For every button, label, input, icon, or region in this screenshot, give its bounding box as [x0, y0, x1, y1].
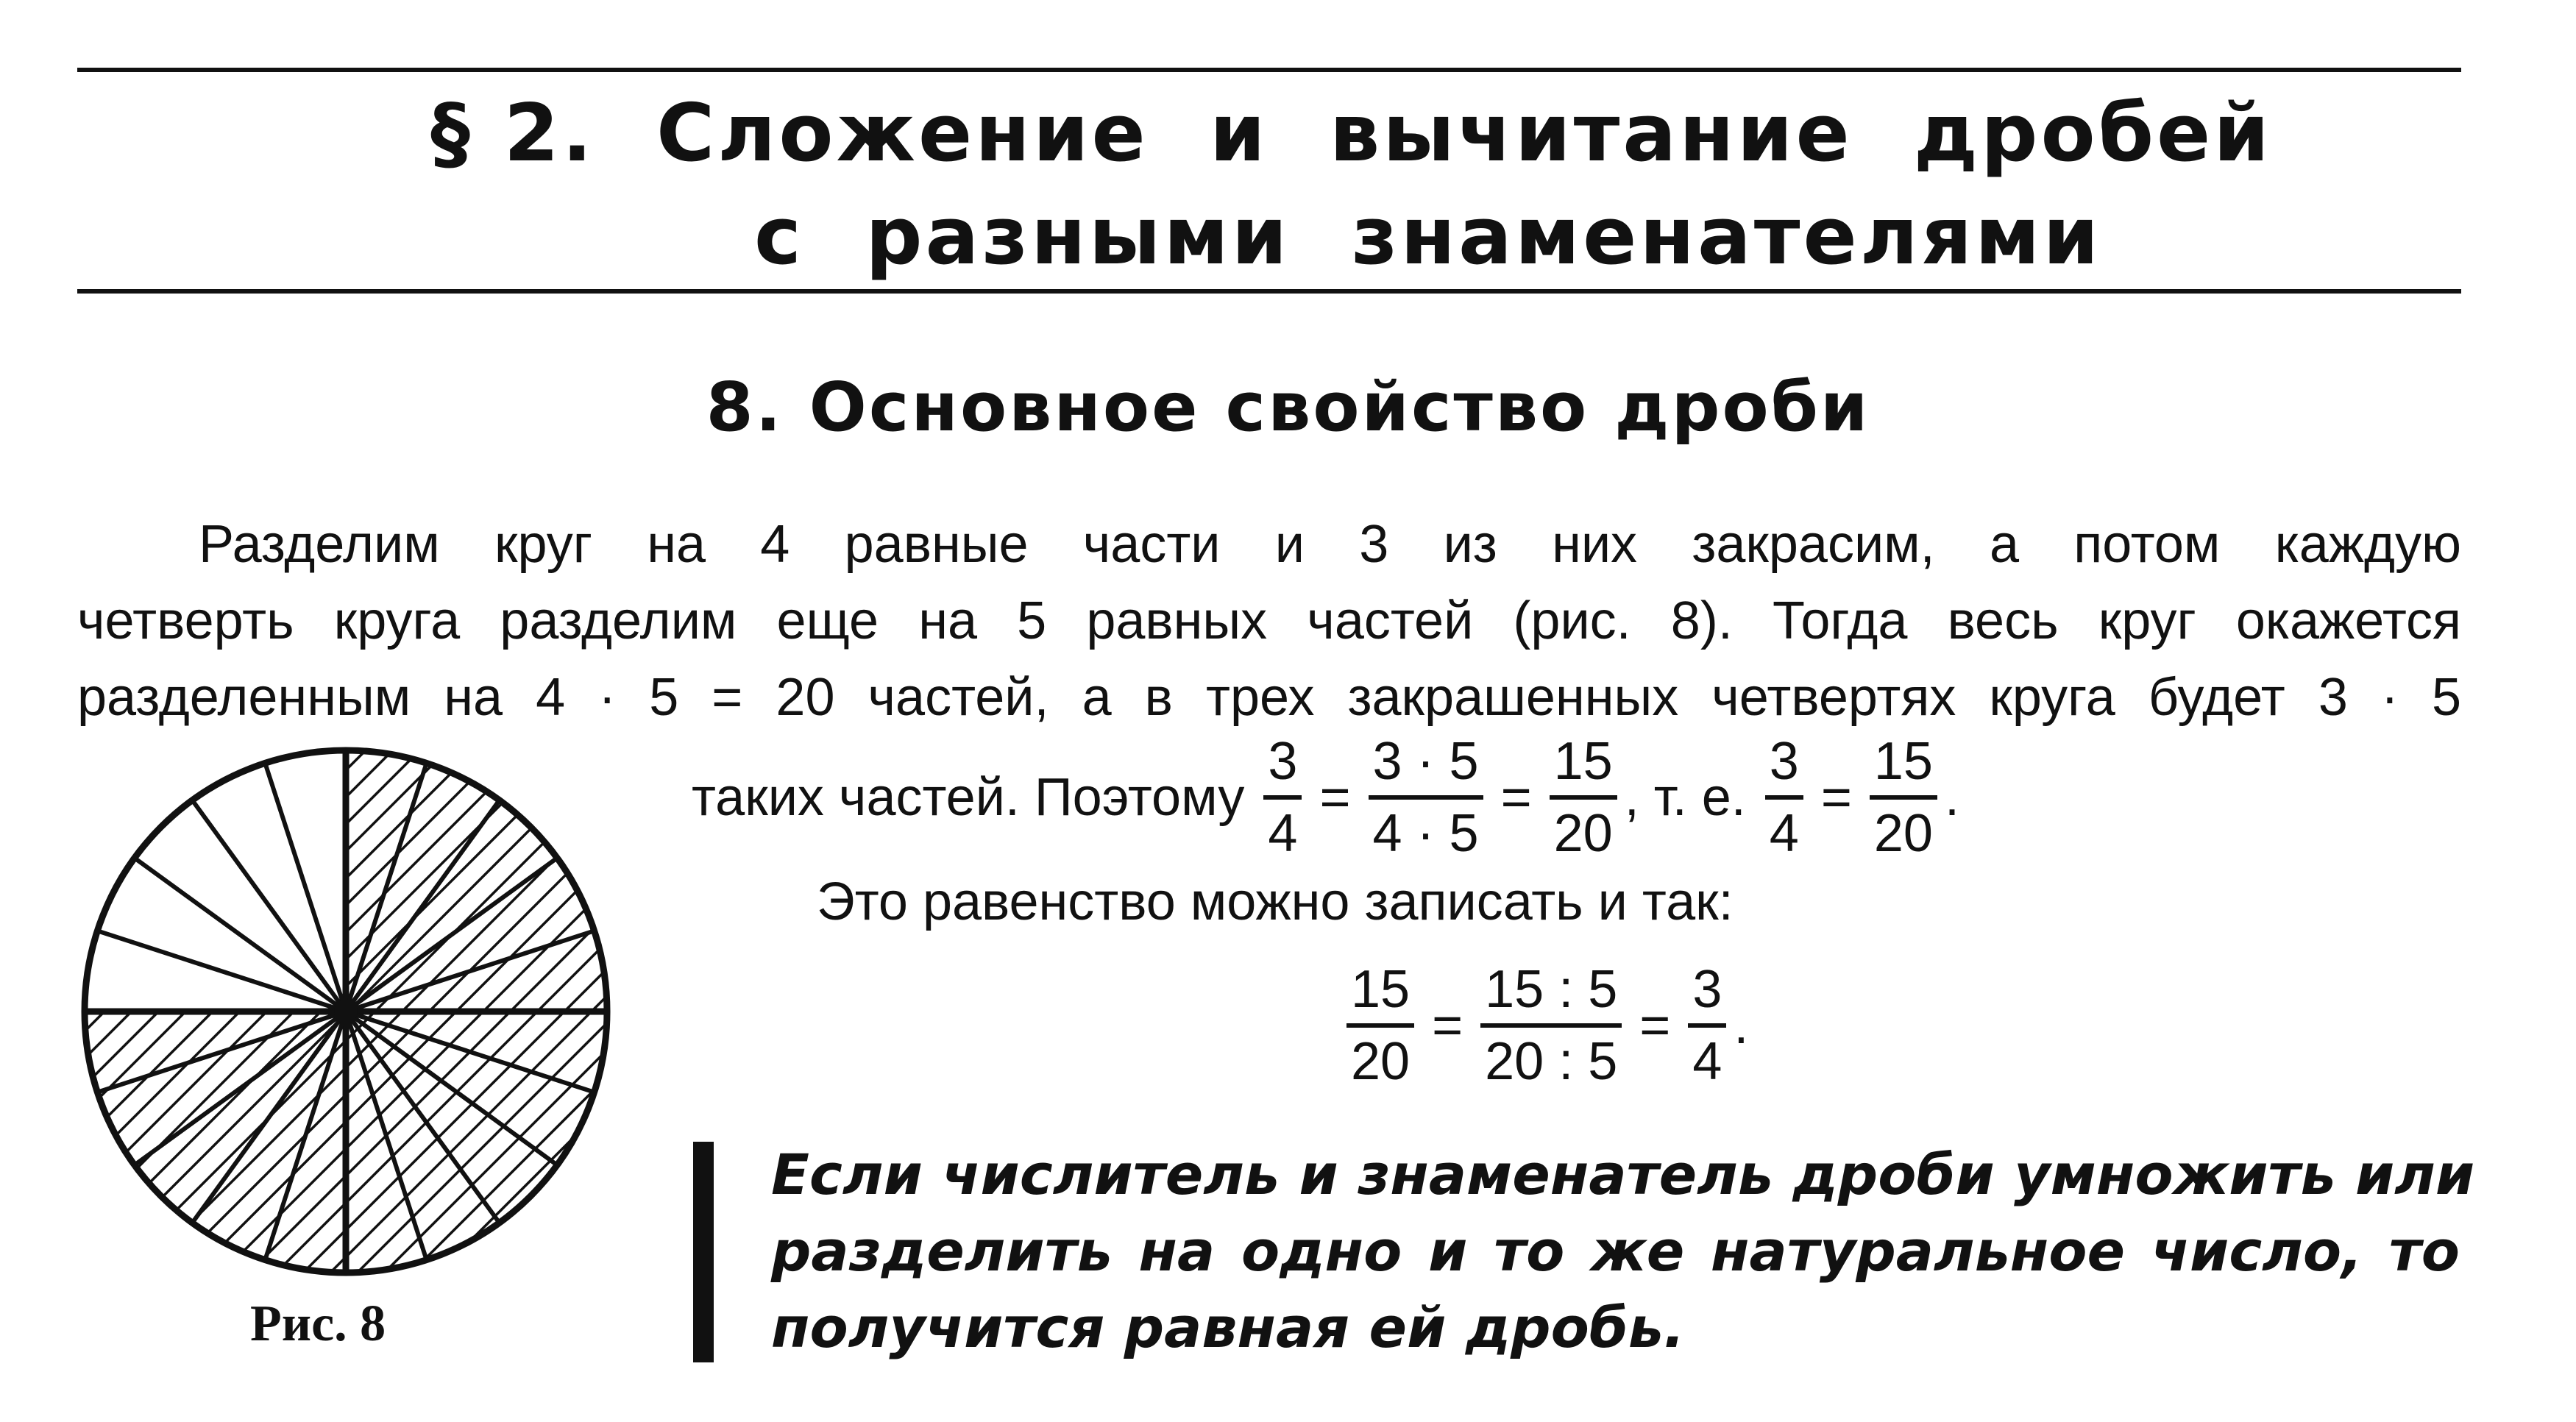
- equation-line-2: [1339, 960, 1748, 1091]
- fraction-15-20: $\frac{15}{20}$: [1550, 732, 1617, 863]
- fraction-3-4-b: $\frac{3}{4}$: [1765, 732, 1803, 863]
- fraction-3-4: $\frac{3}{4}$: [1263, 732, 1302, 863]
- fraction-3x5-4x5: $\frac{3 \cdot 5}{4 \cdot 5}$: [1369, 732, 1483, 863]
- paragraph-line-4-mid: , т. е.: [1624, 768, 1746, 827]
- equation-line-1: [692, 732, 1959, 863]
- paragraph-line-3: разделенным на 4 · 5 = 20 частей, а в трех закрашенных четвертях круга будет 3 · 5: [77, 668, 2461, 727]
- circle-spoke: [97, 931, 346, 1012]
- equation-end-period: .: [1734, 996, 1749, 1055]
- intro-paragraph: [77, 506, 2461, 736]
- fraction-3-4-c: $\frac{3}{4}$: [1688, 960, 1726, 1091]
- rule-statement: [771, 1137, 2475, 1366]
- equals-sign: =: [1319, 768, 1351, 827]
- rule-marker-bar: [693, 1142, 714, 1362]
- paragraph-line-1: Разделим круг на 4 равные части и 3 из них закрасим, а потом каждую: [199, 515, 2461, 574]
- fraction-15div5-20div5: $\frac{15 : 5}{20 : 5}$: [1480, 960, 1622, 1091]
- circle-spoke: [265, 763, 346, 1012]
- circle-spoke: [135, 858, 346, 1012]
- chapter-title: [0, 82, 2576, 288]
- equals-sign: =: [1500, 768, 1532, 827]
- chapter-title-line1: § 2. Сложение и вычитание дробей: [430, 88, 2272, 179]
- circle-figure: [74, 743, 647, 1287]
- rule-line-2: разделить на одно и то же натуральное число, то: [771, 1218, 2460, 1284]
- rule-line-1: Если числитель и знаменатель дроби умножить или: [771, 1142, 2475, 1207]
- paragraph-line-2: четверть круга разделим еще на 5 равных частей (рис. 8). Тогда весь круг окажется: [77, 591, 2461, 650]
- circle-spoke: [192, 800, 346, 1012]
- equals-sign: =: [1820, 768, 1852, 827]
- fraction-15-20-b: $\frac{15}{20}$: [1870, 732, 1937, 863]
- bottom-rule: [77, 289, 2461, 294]
- shaded-quarter-bottom-left: [74, 1012, 346, 1287]
- rule-line-3: получится равная ей дробь.: [771, 1295, 1685, 1360]
- circle-center: [334, 1000, 358, 1023]
- chapter-title-line2: с разными знаменателями: [754, 191, 2102, 282]
- fraction-15-20-c: $\frac{15}{20}$: [1346, 960, 1414, 1091]
- paragraph-line-4-end: .: [1944, 768, 1959, 827]
- section-title: 8. Основное свойство дроби: [706, 368, 1870, 447]
- equals-sign: =: [1432, 996, 1463, 1055]
- equality-intro-text: Это равенство можно записать и так:: [817, 872, 1734, 931]
- paragraph-line-4-prefix: таких частей. Поэтому: [692, 768, 1245, 827]
- equals-sign: =: [1639, 996, 1671, 1055]
- top-rule: [77, 68, 2461, 72]
- figure-caption: Рис. 8: [250, 1295, 386, 1352]
